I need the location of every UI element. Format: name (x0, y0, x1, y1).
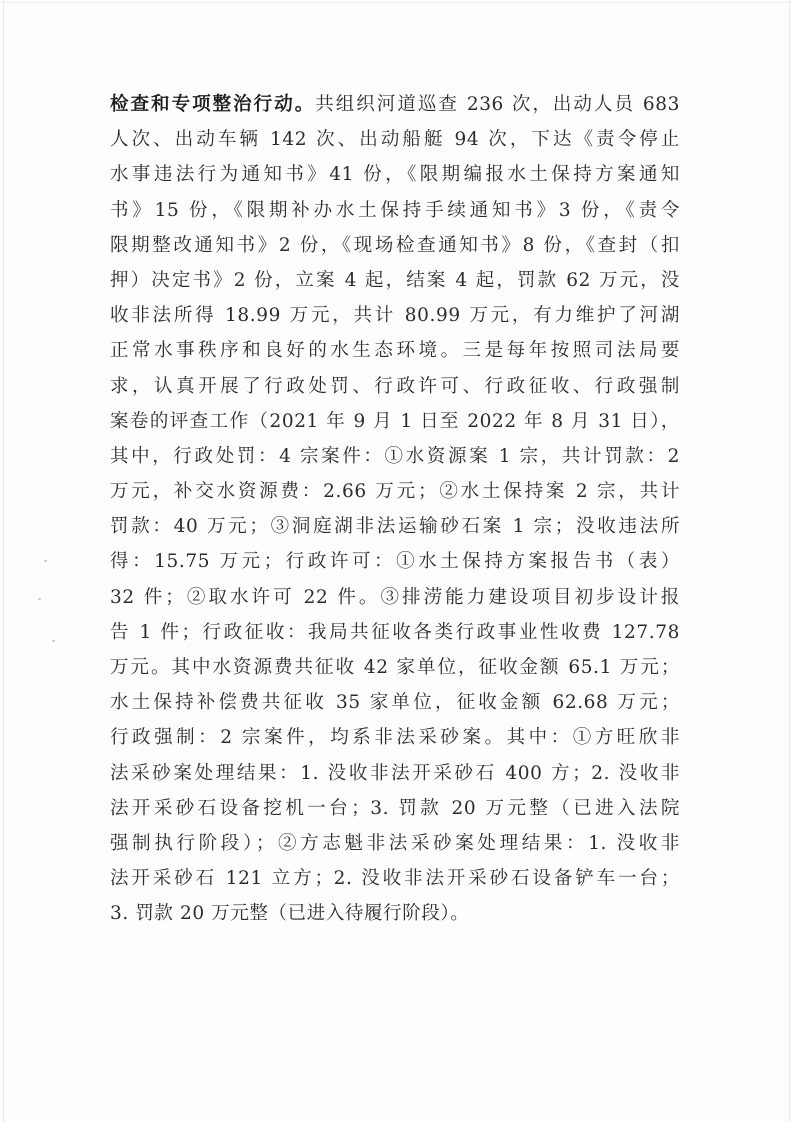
inline-heading: 检查和专项整治行动。 (110, 94, 316, 115)
text-line: 得：15.75 万元；行政许可：①水土保持方案报告书（表） (110, 551, 680, 573)
text-line: 案卷的评查工作（2021 年 9 月 1 日至 2022 年 8 月 31 日）， (110, 410, 680, 432)
text-line: 32 件；②取水许可 22 件。③排涝能力建设项目初步设计报 (110, 586, 680, 608)
text-line: 行政强制：2 宗案件，均系非法采砂案。其中：①方旺欣非 (110, 727, 680, 749)
text-line: 人次、出动车辆 142 次、出动船艇 94 次，下达《责令停止 (110, 129, 680, 151)
text-line: 水土保持补偿费共征收 35 家单位，征收金额 62.68 万元； (110, 692, 680, 714)
document-body (110, 87, 680, 932)
scan-speck (38, 598, 41, 600)
text-line: 万元，补交水资源费：2.66 万元；②水土保持案 2 宗，共计 (110, 481, 680, 503)
scan-edge-left (3, 0, 4, 1122)
text-line: 罚款：40 万元；③洞庭湖非法运输砂石案 1 宗；没收违法所 (110, 516, 680, 538)
text-line: 告 1 件；行政征收：我局共征收各类行政事业性收费 127.78 (110, 621, 680, 643)
scan-edge-top (0, 2, 793, 3)
text-line: 收非法所得 18.99 万元，共计 80.99 万元，有力维护了河湖 (110, 305, 680, 327)
text-line: 万元。其中水资源费共征收 42 家单位，征收金额 65.1 万元； (110, 657, 680, 678)
scan-edge-right (789, 0, 790, 1122)
text-line: 法采砂案处理结果：1. 没收非法开采砂石 400 方；2. 没收非 (110, 762, 680, 784)
text-line (110, 87, 680, 122)
scan-speck (52, 640, 55, 642)
text-line: 水事违法行为通知书》41 份，《限期编报水土保持方案通知 (110, 164, 680, 186)
text-line: 求，认真开展了行政处罚、行政许可、行政征收、行政强制 (110, 375, 680, 397)
text-line: 押）决定书》2 份，立案 4 起，结案 4 起，罚款 62 万元，没 (110, 269, 680, 291)
text-line: 法开采砂石 121 立方；2. 没收非法开采砂石设备铲车一台； (110, 868, 680, 890)
text-line: 书》15 份，《限期补办水土保持手续通知书》3 份，《责令 (110, 199, 680, 221)
text-line: 强制执行阶段）；②方志魁非法采砂案处理结果：1. 没收非 (110, 832, 680, 854)
text-line: 正常水事秩序和良好的水生态环境。三是每年按照司法局要 (110, 340, 680, 362)
scan-speck (44, 560, 47, 562)
text-line: 限期整改通知书》2 份，《现场检查通知书》8 份，《查封（扣 (110, 234, 680, 256)
text-line-last: 3. 罚款 20 万元整（已进入待履行阶段）。 (110, 903, 470, 925)
text-line-content: 共组织河道巡查 236 次，出动人员 683 (315, 94, 680, 115)
text-line: 法开采砂石设备挖机一台；3. 罚款 20 万元整（已进入法院 (110, 797, 680, 819)
text-line: 其中，行政处罚：4 宗案件：①水资源案 1 宗，共计罚款：2 (110, 445, 680, 467)
